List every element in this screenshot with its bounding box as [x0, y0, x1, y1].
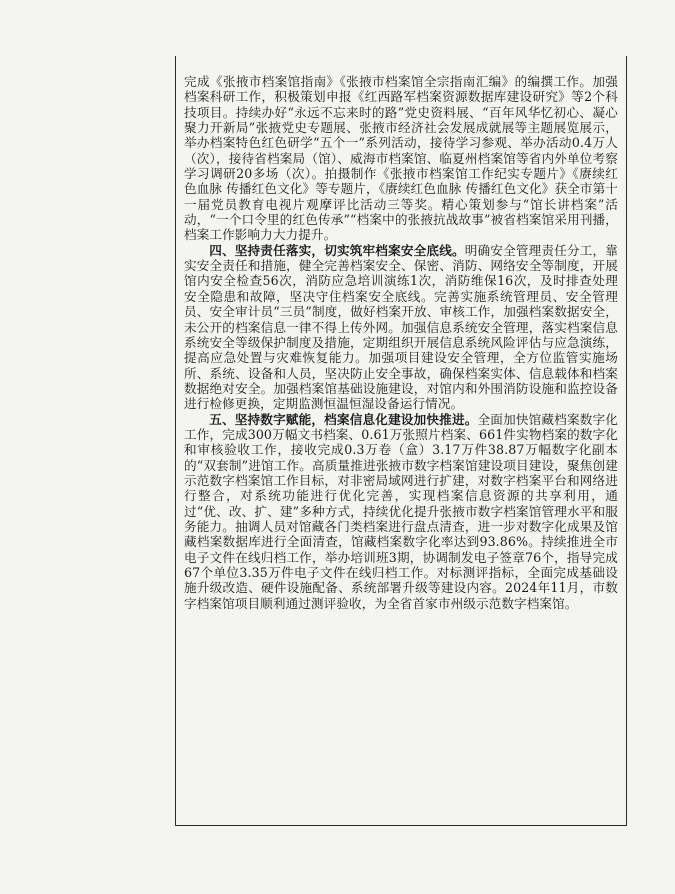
paragraph-section-4	[184, 243, 618, 412]
section-5-body: 全面加快馆藏档案数字化工作，完成300万幅文书档案、0.61万张照片档案、661件实物档案的数字化和审核验收工作，接收完成0.3万卷（盒）3.17万件38.87万幅数字化副本的“双套制”进馆工作。高质量推进张掖市数字档案馆建设项目建设，聚焦创建示范数字档案馆工作目标，对非密局域网进行扩建，对数字档案平台和网络进行整合，对系统功能进行优化完善，实现档案信息资源的共享利用，通过“优、改、扩、建”多种方式，持续优化提升张掖市数字档案馆管理水平和服务能力。抽调人员对馆藏各门类档案进行盘点清查，进一步对数字化成果及馆藏档案数据库进行全面清查，馆藏档案数字化率达到93.86%。持续推进全市电子文件在线归档工作，举办培训班3期，协调制发电子签章76个，指导完成67个单位3.35万件电子文件在线归档工作。对标测评指标，全面完成基础设施升级改造、硬件设施配备、系统部署升级等建设内容。2024年11月，市数字档案馆项目顺利通过测评验收，为全省首家市州级示范数字档案馆。	[184, 411, 618, 611]
section-5-title: 五、坚持数字赋能，档案信息化建设加快推进。	[209, 411, 478, 427]
document-body	[184, 74, 618, 611]
section-4-title: 四、坚持责任落实，切实筑牢档案安全底线。	[209, 242, 465, 258]
paragraph-intro: 完成《张掖市档案馆指南》《张掖市档案馆全宗指南汇编》的编撰工作。加强档案科研工作，积极策划申报《红西路军档案资源数据库建设研究》等2个科技项目。持续办好“永远不忘来时的路”党史资料展、“百年风华忆初心、凝心聚力开新局”张掖党史专题展、张掖市经济社会发展成就展等主题展览展示，举办档案特色红色研学“五个一”系列活动，接待学习参观、举办活动0.4万人（次），接待省档案局（馆）、威海市档案馆、临夏州档案馆等省内外单位考察学习调研20多场（次）。拍摄制作《张掖市档案馆工作纪实专题片》《赓续红色血脉 传播红色文化》等专题片，《赓续红色血脉 传播红色文化》获全市第十一届党员教育电视片观摩评比活动三等奖。精心策划参与“馆长讲档案”活动，“一个口令里的红色传承”“档案中的张掖抗战故事”被省档案馆采用刊播，档案工作影响力大力提升。	[184, 74, 618, 243]
section-4-body: 明确安全管理责任分工，靠实安全责任和措施，健全完善档案安全、保密、消防、网络安全等制度，开展馆内安全检查56次，消防应急培训演练1次，消防维保16次，及时排查处理安全隐患和故障，坚决守住档案安全底线。完善实施系统管理员、安全管理员、安全审计员“三员”制度，做好档案开放、审核工作，加强档案数据安全，未公开的档案信息一律不得上传外网。加强信息系统安全管理，落实档案信息系统安全等级保护制度及措施，定期组织开展信息系统风险评估与应急演练，提高应急处置与灾难恢复能力。加强项目建设安全管理，全方位监管实施场所、系统、设备和人员，坚决防止安全事故，确保档案实体、信息载体和档案数据绝对安全。加强档案馆基础设施建设，对馆内和外围消防设施和监控设备进行检修更换，定期监测恒温恒湿设备运行情况。	[184, 242, 619, 412]
paragraph-section-5	[184, 412, 618, 611]
